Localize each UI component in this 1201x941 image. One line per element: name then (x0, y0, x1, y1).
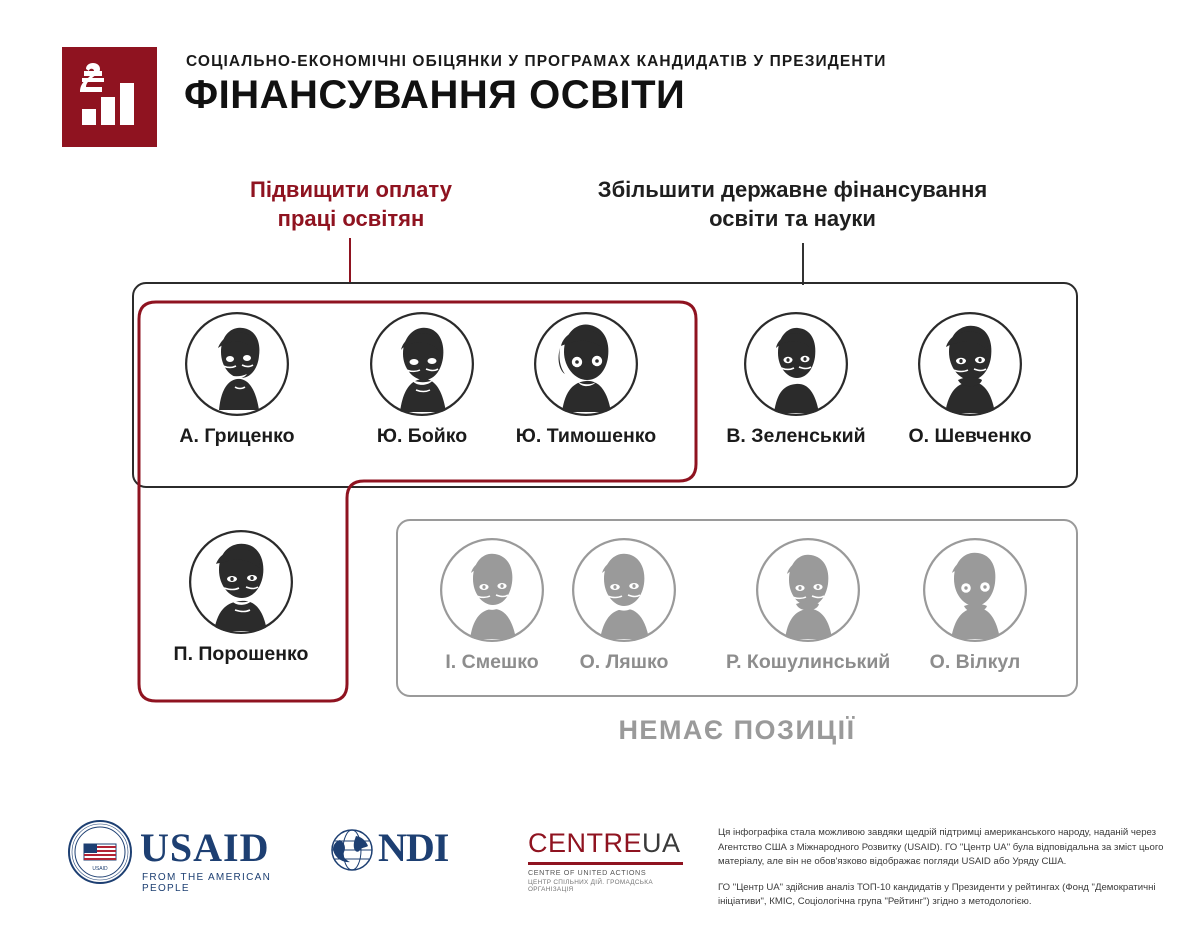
category-label-salary-line2: праці освітян (277, 206, 425, 232)
candidate-card[interactable] (888, 312, 1052, 448)
candidate-card[interactable] (155, 312, 319, 448)
candidate-name: О. Шевченко (908, 425, 1032, 447)
ndi-logo (330, 825, 500, 878)
candidate-card[interactable] (340, 312, 504, 448)
usaid-seal-icon (68, 820, 132, 884)
category-label-funding-line1: Збільшити державне фінансування (597, 177, 988, 202)
centreua-divider (528, 862, 683, 865)
centreua-subtitle-ua: ЦЕНТР СПІЛЬНИХ ДІЙ. ГРОМАДСЬКА ОРГАНІЗАЦІЯ (528, 879, 653, 893)
portrait-hrytsenko (185, 312, 289, 416)
candidate-card[interactable] (893, 538, 1057, 674)
category-label-salary (186, 175, 516, 233)
portrait-shevchenko (918, 312, 1022, 416)
globe-icon (330, 828, 374, 877)
candidate-name: А. Гриценко (179, 425, 295, 447)
centreua-wordmark (528, 828, 693, 859)
candidate-name: І. Смешко (445, 651, 539, 673)
centreua-word-red: CENTRE (528, 828, 643, 858)
portrait-vilkul (923, 538, 1027, 642)
centreua-word-dark: UA (642, 828, 681, 858)
candidate-card[interactable] (726, 538, 890, 674)
category-label-salary-line1: Підвищити оплату (250, 177, 452, 202)
candidate-name: О. Ляшко (579, 651, 669, 673)
candidate-card[interactable] (542, 538, 706, 674)
portrait-tymoshenko (534, 312, 638, 416)
svg-text:USAID: USAID (92, 866, 108, 872)
page-footer (0, 800, 1201, 941)
hryvnia-bar-chart-logo (62, 47, 157, 147)
candidate-name: Ю. Тимошенко (515, 425, 657, 447)
usaid-wordmark: USAID (140, 825, 270, 870)
header-kicker: СОЦІАЛЬНО-ЕКОНОМІЧНІ ОБІЦЯНКИ У ПРОГРАМАХ КАНДИДАТІВ У ПРЕЗИДЕНТИ (186, 53, 887, 70)
no-position-caption: НЕМАЄ ПОЗИЦІЇ (618, 715, 856, 745)
category-label-funding (520, 175, 1065, 233)
candidate-name: Р. Кошулинський (726, 651, 891, 673)
portrait-boyko (370, 312, 474, 416)
portrait-koshulynskyi (756, 538, 860, 642)
portrait-smeshko (440, 538, 544, 642)
portrait-lyashko (572, 538, 676, 642)
disclaimer-paragraph-1: Ця інфографіка стала можливою завдяки щедрій підтримці американського народу, наданій через Агентство США з Міжнародного Розвитку (USAID). ГО "Центр UA" була відповідальна за зміст цього матеріалу, але він не обов'язково відображає погляди USAID або Уряду США. (718, 827, 1164, 868)
centreua-logo (528, 828, 693, 893)
candidate-name: О. Вілкул (929, 651, 1021, 673)
portrait-zelenskyy (744, 312, 848, 416)
category-label-funding-line2: освіти та науки (709, 206, 876, 232)
page-header (62, 47, 1122, 147)
candidate-card[interactable] (159, 530, 323, 666)
candidate-name: П. Порошенко (173, 643, 309, 665)
candidate-card[interactable] (504, 312, 668, 448)
usaid-logo (68, 820, 298, 894)
portrait-poroshenko (189, 530, 293, 634)
disclaimer (718, 826, 1168, 921)
ndi-wordmark: NDI (378, 825, 449, 870)
page-title: ФІНАНСУВАННЯ ОСВІТИ (184, 73, 686, 117)
candidate-card[interactable] (714, 312, 878, 448)
candidate-name: Ю. Бойко (376, 425, 468, 447)
usaid-tagline: FROM THE AMERICAN PEOPLE (142, 872, 272, 894)
centreua-subtitle: CENTRE OF UNITED ACTIONS (528, 868, 647, 877)
leader-line-funding (802, 243, 804, 285)
candidate-name: В. Зеленський (726, 425, 866, 447)
disclaimer-paragraph-2: ГО "Центр UA" здійснив аналіз ТОП-10 кандидатів у Президенти у рейтингах (Фонд "Демократичні ініціативи", КМІС, Соціологічна група "Рейтинг") згідно з методологією. (718, 881, 1156, 908)
